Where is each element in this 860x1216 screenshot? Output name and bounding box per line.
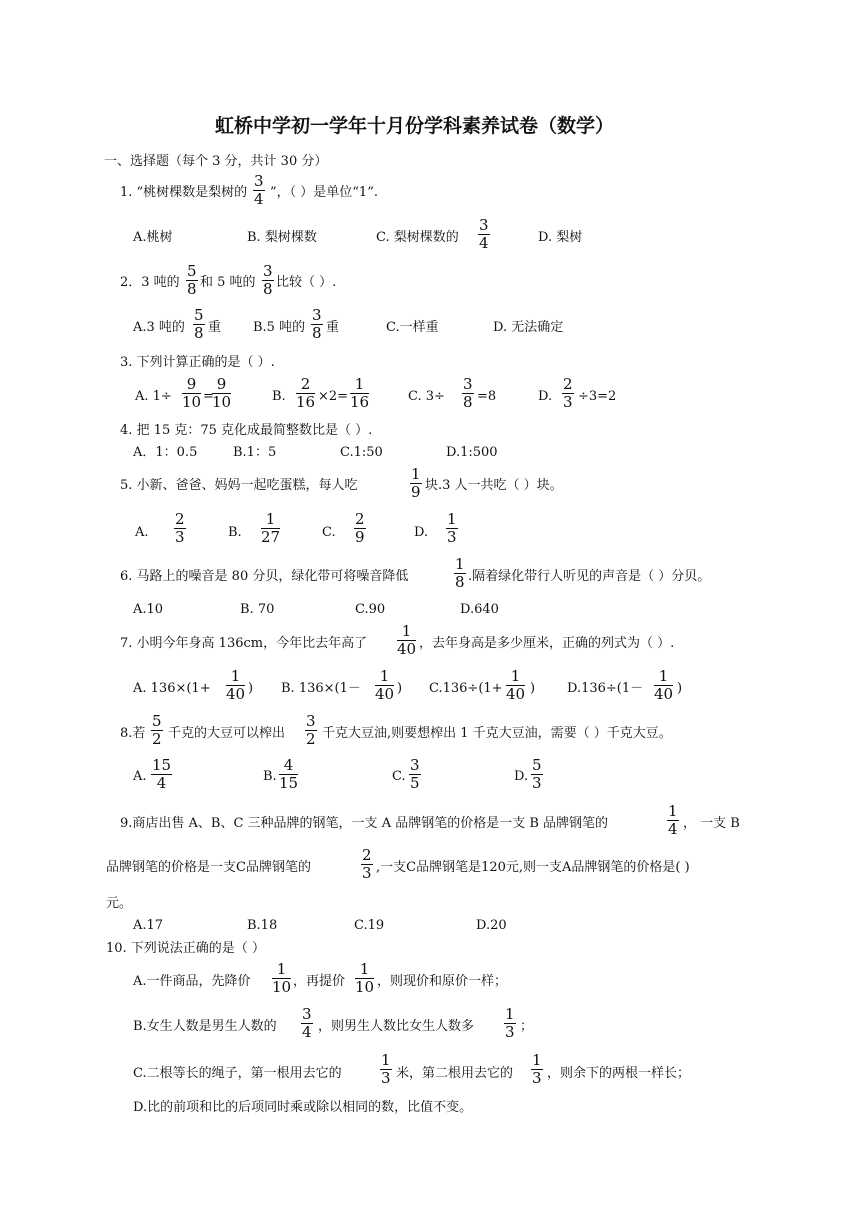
option: A．1：0.5 xyxy=(133,445,198,460)
fraction: 1 27 xyxy=(261,510,281,546)
fraction: 1 40 xyxy=(506,667,526,703)
fraction: 3 8 xyxy=(463,375,473,411)
option: B. 70 xyxy=(240,602,275,617)
fraction: 1 40 xyxy=(654,667,674,703)
option: C.19 xyxy=(354,918,385,933)
fraction: 2 3 xyxy=(362,846,372,882)
q5-text: 5. 小新、爸爸、妈妈一起吃蛋糕，每人吃 xyxy=(120,478,358,493)
option-label: C. 3÷ xyxy=(408,389,445,404)
option-label: D. xyxy=(514,769,529,784)
fraction: 5 8 xyxy=(194,306,204,342)
option: D.640 xyxy=(460,602,499,617)
option: A.3 吨的 xyxy=(133,320,185,335)
q9-text: 品牌钢笔的价格是一支C品牌钢笔的 xyxy=(106,860,311,875)
option: A.17 xyxy=(133,918,164,933)
option-label: A. xyxy=(133,769,147,784)
statement-b: ，则男生人数比女生人数多 xyxy=(318,1019,475,1034)
q2-text: 和 5 吨的 xyxy=(200,275,256,290)
equals: = xyxy=(203,389,214,404)
option: B.18 xyxy=(247,918,278,933)
fraction: 3 4 xyxy=(479,216,489,252)
fraction: 3 5 xyxy=(410,756,420,792)
q6-text: .隔着绿化带行人听见的声音是（ ）分贝。 xyxy=(468,569,711,584)
option: A. 136×(1+ xyxy=(133,681,211,696)
fraction: 9 10 xyxy=(212,375,232,411)
fraction: 1 40 xyxy=(375,667,395,703)
fraction: 1 3 xyxy=(532,1051,542,1087)
fraction: 3 8 xyxy=(312,306,322,342)
q1-text-end: ”，（ ）是单位“1”. xyxy=(270,185,378,200)
statement-a: ，再提价 xyxy=(293,974,346,989)
statement-b: ； xyxy=(520,1019,534,1034)
option: B.1：5 xyxy=(233,445,277,460)
fraction: 5 3 xyxy=(532,756,542,792)
option-label: C. xyxy=(322,525,336,540)
paren: ) xyxy=(530,681,536,696)
option: C.1:50 xyxy=(340,445,383,460)
fraction: 1 3 xyxy=(381,1051,391,1087)
q2-text: 2．3 吨的 xyxy=(120,275,180,290)
fraction: 1 40 xyxy=(397,622,417,658)
q8-text: 千克的大豆可以榨出 xyxy=(168,726,286,741)
option-label: B. xyxy=(272,389,286,404)
fraction: 2 16 xyxy=(296,375,316,411)
statement-c: 米，第二根用去它的 xyxy=(396,1066,514,1081)
q8-text: 千克大豆油,则要想榨出 1 千克大豆油，需要（ ）千克大豆。 xyxy=(322,726,672,741)
expression: =8 xyxy=(477,389,497,404)
fraction: 2 3 xyxy=(563,375,573,411)
option: 重 xyxy=(326,320,340,335)
fraction: 1 9 xyxy=(411,465,421,501)
q8-text: 8.若 xyxy=(120,726,146,741)
statement-b: B.女生人数是男生人数的 xyxy=(133,1019,277,1034)
fraction: 5 2 xyxy=(152,712,162,748)
fraction: 9 10 xyxy=(182,375,202,411)
option: C.一样重 xyxy=(386,320,439,335)
option: C.136÷(1+ xyxy=(429,681,503,696)
paren: ) xyxy=(397,681,403,696)
statement-a: A.一件商品，先降价 xyxy=(133,974,251,989)
section-heading: 一、选择题（每个 3 分，共计 30 分） xyxy=(104,154,328,169)
option-label: B. xyxy=(263,769,277,784)
option: A.桃树 xyxy=(133,230,173,245)
fraction: 3 8 xyxy=(263,262,273,298)
option: D.1:500 xyxy=(446,445,498,460)
fraction: 5 8 xyxy=(187,262,197,298)
q6-text: 6. 马路上的噪音是 80 分贝，绿化带可将噪音降低 xyxy=(120,569,409,584)
expression: ÷3=2 xyxy=(578,389,617,404)
option: 重 xyxy=(208,320,222,335)
fraction: 1 3 xyxy=(505,1005,515,1041)
fraction: 1 10 xyxy=(355,960,375,996)
fraction: 3 2 xyxy=(306,712,316,748)
fraction: 3 4 xyxy=(254,172,264,208)
option: D. 梨树 xyxy=(538,230,583,245)
fraction: 1 4 xyxy=(668,802,678,838)
q4-text: 4. 把 15 克：75 克化成最简整数比是（ ）. xyxy=(120,423,373,438)
option-label: B. xyxy=(228,525,242,540)
q10-text: 10. 下列说法正确的是（ ） xyxy=(106,941,265,956)
fraction: 1 3 xyxy=(447,510,457,546)
statement-a: ，则现价和原价一样； xyxy=(377,974,508,989)
option: B. 136×(1－ xyxy=(281,681,361,696)
fraction: 2 3 xyxy=(175,510,185,546)
option: C.90 xyxy=(355,602,386,617)
q7-text: 7. 小明今年身高 136cm，今年比去年高了 xyxy=(120,636,368,651)
statement-d: D.比的前项和比的后项同时乘或除以相同的数，比值不变。 xyxy=(133,1100,473,1115)
q9-text: 9.商店出售 A、B、C 三种品牌的钢笔，一支 A 品牌钢笔的价格是一支 B 品牌钢笔的 xyxy=(120,816,609,831)
option: D.136÷(1－ xyxy=(567,681,644,696)
option: A.10 xyxy=(133,602,164,617)
option-label: C. xyxy=(392,769,406,784)
page-title: 虹桥中学初一学年十月份学科素养试卷（数学） xyxy=(215,115,615,137)
fraction: 4 15 xyxy=(279,756,299,792)
q3-text: 3. 下列计算正确的是（ ）. xyxy=(120,355,275,370)
fraction: 1 8 xyxy=(455,555,465,591)
q7-text: ，去年身高是多少厘米，正确的列式为（ ）. xyxy=(419,636,675,651)
fraction: 2 9 xyxy=(355,510,365,546)
q2-text: 比较（ ）. xyxy=(276,275,337,290)
fraction: 1 16 xyxy=(350,375,370,411)
option: C. 梨树棵数的 xyxy=(376,230,459,245)
option: D.20 xyxy=(476,918,507,933)
expression: ×2= xyxy=(318,389,349,404)
fraction: 1 40 xyxy=(226,667,246,703)
option-label: D. xyxy=(414,525,429,540)
option: D. 无法确定 xyxy=(493,320,564,335)
paren: ) xyxy=(677,681,683,696)
fraction: 15 4 xyxy=(152,756,172,792)
q9-text: ,一支C品牌钢笔是120元,则一支A品牌钢笔的价格是( ) xyxy=(376,860,690,875)
option-label: A. xyxy=(135,525,149,540)
statement-c: C.二根等长的绳子，第一根用去它的 xyxy=(133,1066,342,1081)
q9-text: ， 一支 B xyxy=(683,816,740,831)
option: B. 梨树棵数 xyxy=(247,230,317,245)
option: B.5 吨的 xyxy=(253,320,306,335)
q9-text: 元。 xyxy=(106,896,133,911)
option-label: A. 1÷ xyxy=(135,389,172,404)
statement-c: ，则余下的两根一样长； xyxy=(547,1066,691,1081)
paren: ) xyxy=(248,681,254,696)
q5-text: 块.3 人一共吃（ ）块。 xyxy=(425,478,563,493)
fraction: 1 10 xyxy=(272,960,292,996)
fraction: 3 4 xyxy=(302,1005,312,1041)
q1-text: 1. “桃树棵数是梨树的 xyxy=(120,185,248,200)
option-label: D. xyxy=(538,389,553,404)
